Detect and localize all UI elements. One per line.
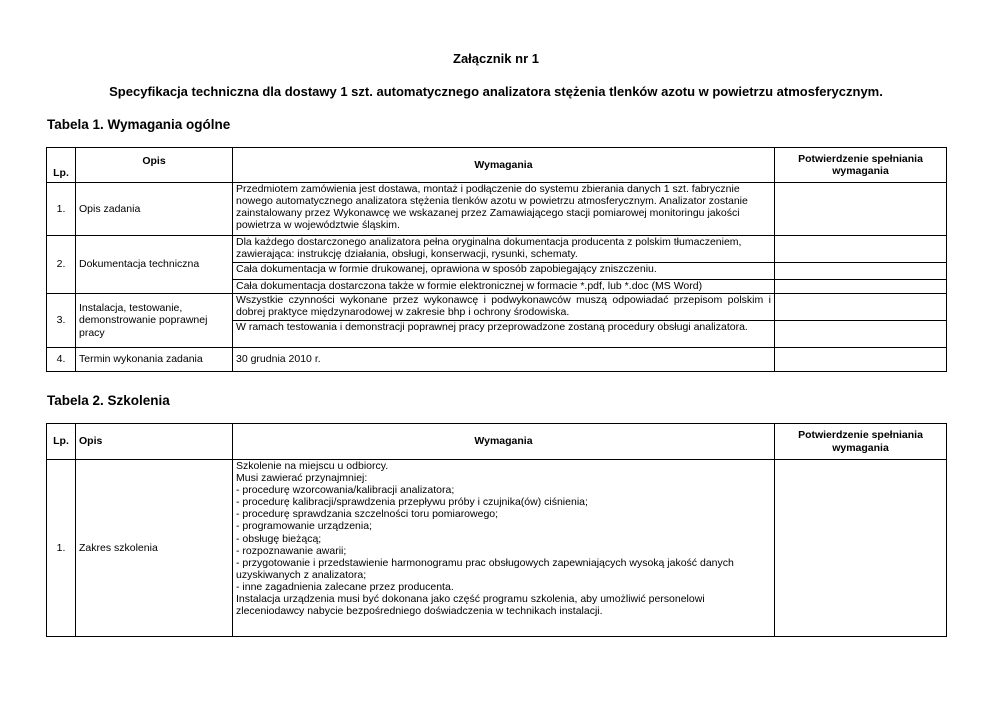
list-item: - programowanie urządzenia;: [236, 520, 372, 533]
header-wymagania: Wymagania: [233, 148, 775, 183]
training-intro: Musi zawierać przynajmniej:: [236, 472, 368, 485]
row-potwierdzenie[interactable]: [775, 460, 947, 637]
row-wymagania: 30 grudnia 2010 r.: [233, 348, 775, 372]
row-opis: Zakres szkolenia: [76, 460, 233, 637]
row-potwierdzenie[interactable]: [775, 321, 947, 348]
list-item: - procedurę sprawdzania szczelności toru pomiarowego;: [236, 508, 499, 521]
row-potwierdzenie[interactable]: [775, 280, 947, 294]
header-lp: Lp.: [47, 148, 76, 183]
general-requirements-table: [46, 147, 947, 372]
header-opis: Opis: [76, 424, 233, 460]
header-opis: Opis: [76, 148, 233, 183]
row-wymagania: W ramach testowania i demonstracji poprawnej pracy przeprowadzone zostaną procedury obsługi analizatora.: [233, 321, 775, 348]
row-lp: 4.: [47, 348, 76, 372]
row-lp: 1.: [47, 460, 76, 637]
list-item: - obsługę bieżącą;: [236, 532, 322, 545]
row-wymagania: Dla każdego dostarczonego analizatora pełna oryginalna dokumentacja producenta z polskim tłumaczeniem, zawierająca: instrukcję działania, obsługi, konserwacji, rysunki, schematy.: [233, 236, 775, 263]
list-item: - przygotowanie i przedstawienie harmonogramu prac obsługowych zapewniających wysoką jakość danych uzyskiwanych z analizatora;: [236, 556, 734, 581]
list-item: - rozpoznawanie awarii;: [236, 544, 347, 557]
header-potwierdzenie: Potwierdzenie spełniania wymagania: [775, 148, 947, 183]
row-potwierdzenie[interactable]: [775, 294, 947, 321]
table-row: [47, 183, 947, 236]
row-potwierdzenie[interactable]: [775, 236, 947, 263]
row-wymagania: Cała dokumentacja w formie drukowanej, oprawiona w sposób zapobiegający zniszczeniu.: [233, 263, 775, 280]
table-row: [47, 348, 947, 372]
row-opis: Instalacja, testowanie, demonstrowanie poprawnej pracy: [76, 294, 233, 348]
row-lp: 1.: [47, 183, 76, 236]
row-potwierdzenie[interactable]: [775, 183, 947, 236]
row-opis: Termin wykonania zadania: [76, 348, 233, 372]
table2-title: Tabela 2. Szkolenia: [47, 393, 170, 408]
table1-title: Tabela 1. Wymagania ogólne: [47, 117, 231, 132]
table-header-row: [47, 424, 947, 460]
training-table: [46, 423, 947, 637]
table-row: [47, 460, 947, 637]
row-wymagania: Cała dokumentacja dostarczona także w formie elektronicznej w formacie *.pdf, lub *.doc (MS Word): [233, 280, 775, 294]
specification-title: Specyfikacja techniczna dla dostawy 1 szt. automatycznego analizatora stężenia tlenków azotu w powietrzu atmosferycznym.: [109, 84, 883, 99]
training-items: [236, 484, 771, 593]
row-potwierdzenie[interactable]: [775, 348, 947, 372]
header-lp: Lp.: [47, 424, 76, 460]
row-opis: Opis zadania: [76, 183, 233, 236]
training-intro: Szkolenie na miejscu u odbiorcy.: [236, 460, 389, 472]
table-row: [47, 236, 947, 263]
row-opis: Dokumentacja techniczna: [76, 236, 233, 294]
table-row: [47, 294, 947, 321]
table-header-row: [47, 148, 947, 183]
list-item: - procedurę kalibracji/sprawdzenia przepływu próby i czujnika(ów) ciśnienia;: [236, 496, 588, 509]
row-potwierdzenie[interactable]: [775, 263, 947, 280]
training-closing: Instalacja urządzenia musi być dokonana jako część programu szkolenia, aby umożliwić personelowi zleceniodawcy nabycie bezpośredniego doświadczenia w technikach instalacji.: [236, 593, 705, 618]
list-item: - inne zagadnienia zalecane przez producenta.: [236, 580, 454, 593]
row-lp: 3.: [47, 294, 76, 348]
row-wymagania: Przedmiotem zamówienia jest dostawa, montaż i podłączenie do systemu zbierania danych 1 szt. fabrycznie nowego automatycznego analizatora stężenia tlenków azotu w powietrzu atmosferycznym. Analizator zostanie zainstalowany przez Wykonawcę we wskazanej przez Zamawiającego stacji pomiarowej monitoringu jakości powietrza w województwie śląskim.: [233, 183, 775, 236]
row-lp: 2.: [47, 236, 76, 294]
row-wymagania: [233, 460, 775, 637]
row-wymagania: Wszystkie czynności wykonane przez wykonawcę i podwykonawców muszą odpowiadać przepisom polskim i dobrej praktyce międzynarodowej w zakresie bhp i ochrony środowiska.: [233, 294, 775, 321]
attachment-title: Załącznik nr 1: [453, 51, 539, 66]
list-item: - procedurę wzorcowania/kalibracji analizatora;: [236, 484, 455, 497]
header-wymagania: Wymagania: [233, 424, 775, 460]
header-potwierdzenie: Potwierdzenie spełniania wymagania: [775, 424, 947, 460]
